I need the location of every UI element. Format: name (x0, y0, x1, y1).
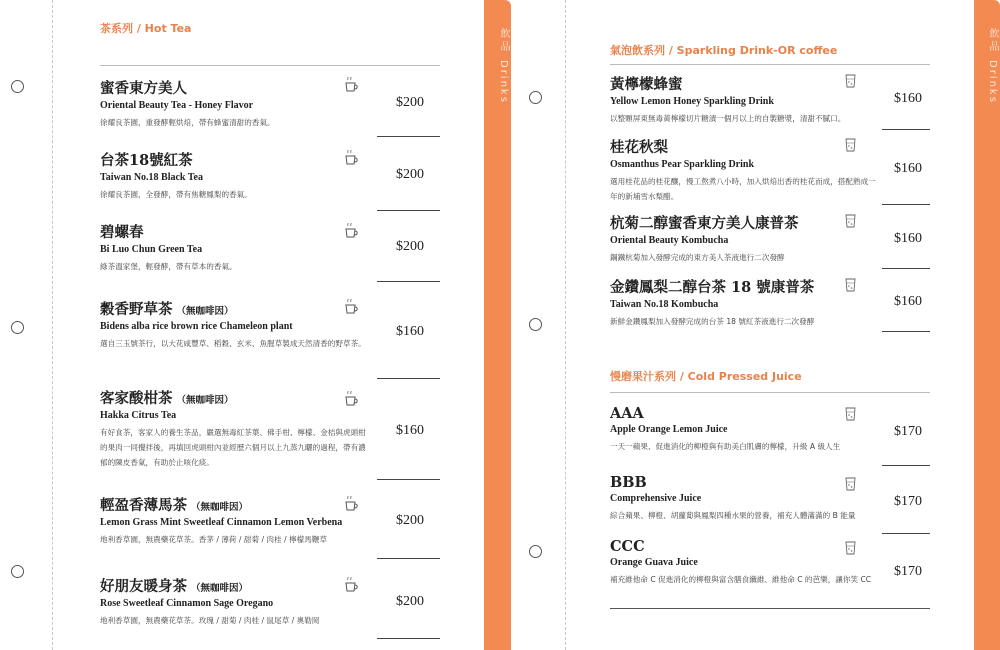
item-price: $160 (396, 324, 424, 339)
item-description: 選自三玉號茶行，以大花咸豐草、稻穀、玄米、魚腥草製成天然清香的野草茶。 (100, 339, 366, 348)
item-price: $160 (396, 423, 424, 438)
menu-item (610, 474, 880, 523)
item-english-name: Lemon Grass Mint Sweetleaf Cinnamon Lemon Verbena (100, 517, 343, 528)
section-divider (610, 392, 930, 393)
item-name: 穀香野草茶 （無咖啡因） (100, 301, 234, 318)
price-divider (377, 378, 440, 379)
item-description: 地利香草園，無農藥花草茶。玫瑰 / 甜菊 / 肉桂 / 鼠尾草 / 奧勒岡 (100, 616, 320, 625)
item-description: 補充維他命 C 促進消化的柳橙與富含膳食纖維、維他命 C 的芭樂，讓你笑 CC (610, 575, 872, 584)
glass-icon (845, 477, 856, 491)
perforation-line (565, 0, 566, 650)
item-name: 輕盈香薄馬茶 （無咖啡因） (100, 497, 249, 514)
item-name: 金鑽鳳梨二醇台茶 18 號康普茶 (610, 279, 815, 296)
item-description: 以整顆屏東無毒黃檸檬切片糖漬一個月以上的自製糖漿，清甜不膩口。 (610, 114, 846, 123)
glass-icon (845, 541, 856, 555)
binder-hole (11, 565, 24, 578)
glass-icon (845, 407, 856, 421)
price-divider (882, 465, 930, 466)
section-title-sparkling: 氣泡飲系列 / Sparkling Drink-OR coffee (610, 44, 838, 57)
menu-item (100, 298, 370, 351)
item-name: 杭菊二醇蜜香東方美人康普茶 (610, 215, 799, 232)
item-english-name: Bi Luo Chun Green Tea (100, 244, 203, 255)
tab-label: 飲品Drinks (498, 28, 509, 104)
menu-item (610, 73, 880, 126)
menu-item (100, 387, 370, 470)
item-price: $200 (396, 513, 424, 528)
menu-item (100, 575, 370, 628)
item-english-name: Yellow Lemon Honey Sparkling Drink (610, 96, 774, 107)
item-name: BBB (610, 474, 647, 491)
item-description: 一天一蘋果、促進消化的柳橙與有助美白肌膚的檸檬，升級 A 級人生 (610, 442, 841, 451)
item-name: 客家酸柑茶 （無咖啡因） (100, 390, 234, 407)
perforation-line (52, 0, 53, 650)
menu-item (610, 538, 880, 587)
item-price: $160 (894, 161, 922, 176)
item-description: 有好食茶，客家人的養生茶品，嚴選無毒紅茶葉、佛手柑、檸檬、金桔與虎頭柑的果肉一同攪拌後，再填回虎頭柑內並經歷六個月以上九蒸九曬的過程，帶有濃郁的陳皮香氣，有助於止咳化痰。 (100, 428, 366, 467)
price-divider (377, 136, 440, 137)
item-description: 新鮮金鑽鳳梨加入發酵完成的台茶 18 號紅茶液進行二次發酵 (610, 317, 815, 326)
item-name: 黃檸檬蜂蜜 (610, 76, 683, 93)
price-divider (882, 268, 930, 269)
item-english-name: Taiwan No.18 Kombucha (610, 299, 719, 310)
price-divider (377, 281, 440, 282)
binder-hole (529, 545, 542, 558)
item-english-name: Oriental Beauty Kombucha (610, 235, 729, 246)
item-name: AAA (610, 405, 644, 422)
menu-item (100, 149, 370, 202)
price-divider (882, 129, 930, 130)
tea-cup-icon (345, 223, 359, 239)
item-price: $200 (396, 167, 424, 182)
item-price: $200 (396, 239, 424, 254)
item-description: 綠茶溫家堡，輕發酵，帶有草本的香氣。 (100, 262, 237, 271)
price-divider (882, 331, 930, 332)
menu-item (100, 77, 370, 130)
item-name: 蜜香東方美人 (100, 80, 187, 97)
item-english-name: Orange Guava Juice (610, 557, 698, 568)
section-title-hot-tea: 茶系列 / Hot Tea (100, 22, 192, 35)
tea-cup-icon (345, 577, 359, 593)
item-english-name: Comprehensive Juice (610, 493, 702, 504)
tab-label: 飲品Drinks (987, 28, 998, 104)
item-description: 地利香草園，無農藥花草茶。香茅 / 薄荷 / 甜菊 / 肉桂 / 檸檬馬鞭草 (100, 535, 327, 544)
price-divider (882, 533, 930, 534)
price-divider (377, 558, 440, 559)
item-english-name: Oriental Beauty Tea - Honey Flavor (100, 100, 254, 111)
menu-item (610, 212, 880, 265)
glass-icon (845, 74, 856, 88)
menu-item (100, 494, 370, 547)
section-divider (610, 64, 930, 65)
tea-cup-icon (345, 150, 359, 166)
item-english-name: Taiwan No.18 Black Tea (100, 172, 203, 183)
tea-cup-icon (345, 77, 359, 93)
binder-hole (11, 80, 24, 93)
item-description: 選用桂花品的桂花釀，慢工熬煮八小時，加入烘焙出香的桂花而成，搭配熟成一年的新埔雪水梨醋。 (610, 177, 876, 201)
menu-item (610, 136, 880, 204)
item-name: 好朋友暖身茶 （無咖啡因） (100, 578, 249, 595)
item-name: 桂花秋梨 (610, 139, 668, 156)
menu-item (100, 221, 370, 274)
item-name: CCC (610, 538, 645, 555)
glass-icon (845, 214, 856, 228)
price-divider (377, 479, 440, 480)
glass-icon (845, 278, 856, 292)
item-english-name: Bidens alba rice brown rice Chameleon plant (100, 321, 293, 332)
tea-cup-icon (345, 299, 359, 315)
item-price: $160 (894, 231, 922, 246)
tea-cup-icon (345, 391, 359, 407)
item-description: 徐耀良茶園，全發酵，帶有焦糖鳳梨的香氣。 (100, 190, 252, 199)
binder-hole (529, 318, 542, 331)
menu-item (610, 276, 880, 329)
right-menu-page (512, 0, 1000, 650)
tea-cup-icon (345, 496, 359, 512)
drinks-tab[interactable] (974, 0, 1000, 650)
drinks-tab[interactable] (484, 0, 511, 650)
section-title-cold-pressed-juice: 慢磨果汁系列 / Cold Pressed Juice (610, 370, 802, 383)
binder-hole (529, 91, 542, 104)
item-english-name: Apple Orange Lemon Juice (610, 424, 728, 435)
item-description: 徐耀良茶園，重發酵輕烘焙，帶有蜂蜜清甜的香氣。 (100, 118, 275, 127)
item-price: $170 (894, 424, 922, 439)
item-price: $200 (396, 95, 424, 110)
item-price: $170 (894, 564, 922, 579)
item-name: 碧螺春 (100, 224, 144, 241)
price-divider (882, 204, 930, 205)
section-divider (100, 65, 440, 66)
item-english-name: Hakka Citrus Tea (100, 410, 177, 421)
section-bottom-rule (610, 608, 930, 609)
item-price: $160 (894, 91, 922, 106)
price-divider (377, 210, 440, 211)
item-price: $170 (894, 494, 922, 509)
item-price: $160 (894, 294, 922, 309)
binder-hole (11, 321, 24, 334)
item-english-name: Osmanthus Pear Sparkling Drink (610, 159, 755, 170)
glass-icon (845, 138, 856, 152)
item-name: 台茶18號紅茶 (100, 152, 193, 169)
price-divider (377, 638, 440, 639)
item-description: 綜合蘋果、柳橙、胡蘿蔔與鳳梨四種水果的營養，補充人體滿滿的 B 能量 (610, 511, 856, 520)
menu-item (610, 405, 880, 454)
item-english-name: Rose Sweetleaf Cinnamon Sage Oregano (100, 598, 274, 609)
item-description: 鋼鐵杭菊加入發酵完成的東方美人茶液進行二次發酵 (610, 253, 785, 262)
item-price: $200 (396, 594, 424, 609)
